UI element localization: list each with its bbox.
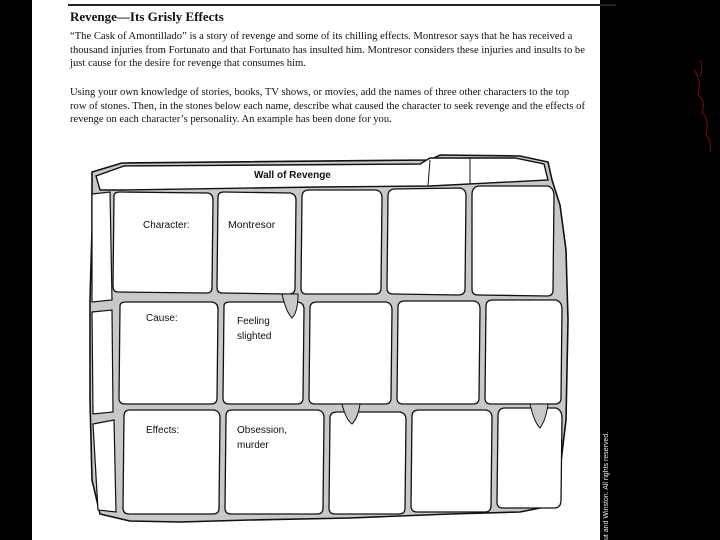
example-cause-line2: slighted [237,331,272,342]
example-character: Montresor [228,219,276,231]
side-stone [92,192,112,302]
stone-row1-col3 [301,190,382,294]
stone-row3-col3 [329,412,406,514]
stone-row1-col2 [217,192,296,294]
row-label-character: Character: [143,220,190,231]
copyright-text: ut and Winston. All rights reserved. [603,431,610,540]
stone-row1-col1 [113,192,213,293]
stone-row1-col4 [387,188,466,295]
wall-title: Wall of Revenge [254,170,331,181]
row-label-effects: Effects: [146,425,180,436]
intro-paragraph: “The Cask of Amontillado” is a story of revenge and some of its chilling effects. Montresor says that he has received a thousand injuries from Fortunato and that Fortunato has insulted him. Montresor considers these injuries and insults to be just cause for the desire for revenge that consumes him. [70,31,585,69]
example-cause-line1: Feeling [237,316,270,327]
copyright-credit [603,430,613,540]
stone-row2-col4 [397,301,480,404]
stone-row3-col5 [497,408,562,508]
stone-row1-col5 [472,186,554,296]
example-effects-line1: Obsession, [237,425,288,436]
instructions-paragraph: Using your own knowledge of stories, books, TV shows, or movies, add the names of three other characters to the top row of stones. Then, in the stones below each name, describe what caused the character to seek revenge and the effects of revenge on each character’s personality. An example has been done for you. [70,87,585,125]
stone-row2-col5 [485,300,562,404]
stone-row3-col4 [411,410,492,512]
worksheet-heading: Revenge—Its Grisly Effects [70,9,224,24]
row-label-cause: Cause: [146,313,178,324]
side-stone [92,310,113,414]
stone-row2-col3 [309,302,392,404]
example-effects-line2: murder [237,440,269,451]
decorative-scribble [690,40,718,160]
